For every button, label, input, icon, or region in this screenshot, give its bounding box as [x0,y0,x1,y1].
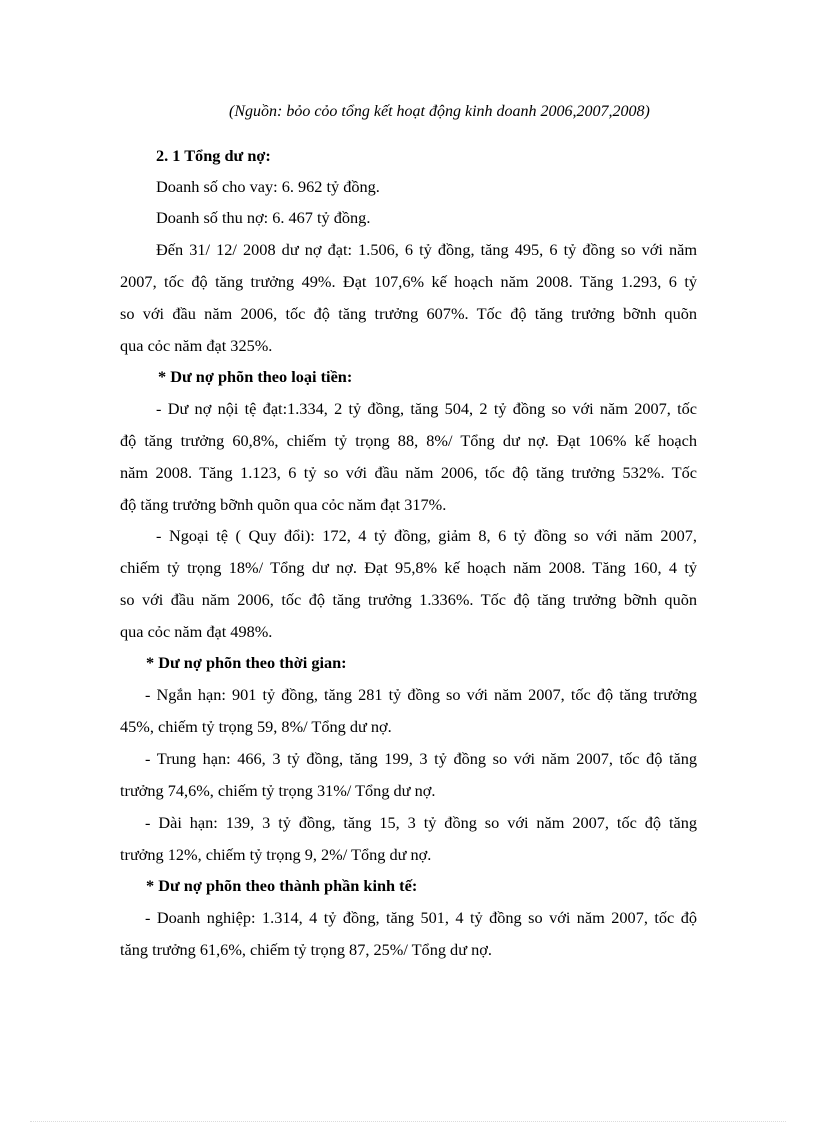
text-line: chiếm tỷ trọng 18%/ Tổng dư nợ. Đạt 95,8% kế hoạch năm 2008. Tăng 160, 4 tỷ [120,558,697,577]
text-line: - Doanh nghiệp: 1.314, 4 tỷ đồng, tăng 501, 4 tỷ đồng so với năm 2007, tốc độ [145,908,697,927]
text-line: qua cỏc năm đạt 325%. [120,336,273,355]
text-line: qua cỏc năm đạt 498%. [120,622,273,641]
text-line: năm 2008. Tăng 1.123, 6 tỷ so với đầu năm 2006, tốc độ tăng trưởng 532%. Tốc [120,463,697,482]
text-line: 2007, tốc độ tăng trưởng 49%. Đạt 107,6% kế hoạch năm 2008. Tăng 1.293, 6 tỷ [120,272,697,291]
text-line: Doanh số cho vay: 6. 962 tỷ đồng. [156,177,380,196]
source-note: (Nguồn: bỏo cỏo tổng kết hoạt động kinh doanh 2006,2007,2008) [229,103,650,120]
text-line: Doanh số thu nợ: 6. 467 tỷ đồng. [156,208,371,227]
text-line: độ tăng trưởng bỡnh quõn qua cỏc năm đạt 317%. [120,495,447,514]
text-line: trưởng 74,6%, chiếm tỷ trọng 31%/ Tổng dư nợ. [120,781,436,800]
text-line: - Dài hạn: 139, 3 tỷ đồng, tăng 15, 3 tỷ đồng so với năm 2007, tốc độ tăng [145,813,697,832]
text-line: - Trung hạn: 466, 3 tỷ đồng, tăng 199, 3 tỷ đồng so với năm 2007, tốc độ tăng [145,749,697,768]
text-line: 45%, chiếm tỷ trọng 59, 8%/ Tổng dư nợ. [120,717,392,736]
text-line: Đến 31/ 12/ 2008 dư nợ đạt: 1.506, 6 tỷ đồng, tăng 495, 6 tỷ đồng so với năm [156,240,697,259]
text-line: so với đầu năm 2006, tốc độ tăng trưởng 607%. Tốc độ tăng trưởng bỡnh quõn [120,304,697,323]
text-line: trưởng 12%, chiếm tỷ trọng 9, 2%/ Tổng dư nợ. [120,845,432,864]
subheading-by-economic-sector: * Dư nợ phõn theo thành phần kinh tế: [146,876,418,895]
subheading-by-currency: * Dư nợ phõn theo loại tiền: [158,367,353,386]
text-line: - Dư nợ nội tệ đạt:1.334, 2 tỷ đồng, tăng 504, 2 tỷ đồng so với năm 2007, tốc [156,399,697,418]
text-line: độ tăng trưởng 60,8%, chiếm tỷ trọng 88, 8%/ Tổng dư nợ. Đạt 106% kế hoạch [120,431,697,450]
text-line: tăng trưởng 61,6%, chiếm tỷ trọng 87, 25%/ Tổng dư nợ. [120,940,492,959]
text-line: so với đầu năm 2006, tốc độ tăng trưởng 1.336%. Tốc độ tăng trưởng bỡnh quõn [120,590,697,609]
subheading-by-term: * Dư nợ phõn theo thời gian: [146,653,347,672]
section-heading-total-debt: 2. 1 Tổng dư nợ: [156,146,271,165]
text-line: - Ngắn hạn: 901 tỷ đồng, tăng 281 tỷ đồng so với năm 2007, tốc độ tăng trưởng [145,685,697,704]
page-bottom-rule [30,1121,786,1122]
text-line: - Ngoại tệ ( Quy đổi): 172, 4 tỷ đồng, giảm 8, 6 tỷ đồng so với năm 2007, [156,526,697,545]
